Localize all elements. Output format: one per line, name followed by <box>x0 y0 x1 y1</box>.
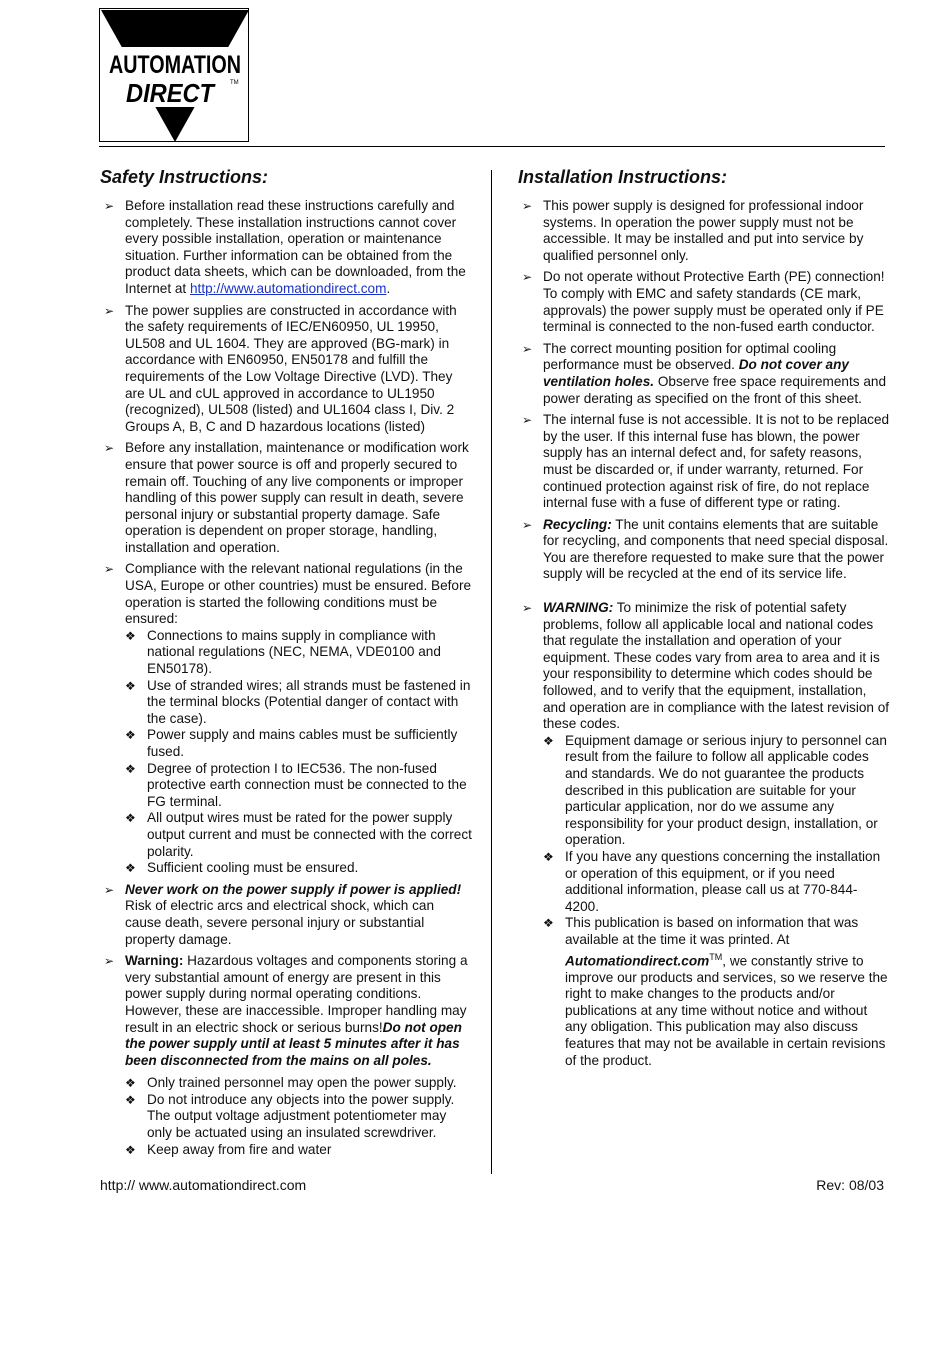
installation-item-4: ➢ The internal fuse is not accessible. It is not to be replaced by the user. If this internal fuse has blown, the power supply has an internal defect and, for safety reasons, must be discarded or, if under warranty, returned. For continued protection against risk of fire, do not replace internal fuse with a fuse of different type or rating. <box>522 412 890 511</box>
diamond-bullet-icon: ❖ <box>125 811 136 826</box>
list-item: ❖ Connections to mains supply in compliance with national regulations (NEC, NEMA, VDE0100 and EN50178). <box>125 627 441 677</box>
arrow-bullet-icon: ➢ <box>522 199 533 213</box>
automationdirect-logo <box>99 8 249 142</box>
list-item: ❖ Use of stranded wires; all strands must be fastened in the terminal blocks (Potential danger of contact with the case). <box>125 677 471 726</box>
arrow-bullet-icon: ➢ <box>522 270 533 285</box>
list-item: ❖ This publication is based on information that was available at the time it was printed. At Automationdirect.com™, we constantly strive to improve our products and services, so we reserve the right to make changes to the products and/or publications at any time without notice and without any obligation. This publication may also discuss features that may not be available in certain revisions of the product. <box>543 915 888 1068</box>
safety-item-3: ➢ Before any installation, maintenance or modification work ensure that power source is off and properly secured to remain off. Touching of any live components or improper handling of this power supply can result in death, severe personal injury or substantial property damage. Safe operation is dependent on proper storage, handling, installation and operation. <box>104 440 469 555</box>
installation-item-6: ➢ WARNING: To minimize the risk of potential safety problems, follow all applicable local and national codes that regulate the installation and operation of your equipment. These codes vary from area to area and it is your responsibility to determine which codes should be followed, and to verify that the equipment, installation, and operation are in compliance with the latest revision of these codes. ❖ Equipment damage or serious injury to personnel can result from the failure to follow all applicable codes and standards. We do not guarantee the products described in this publication are suitable for your particular application, nor do we assume any responsibility for your product design, installation, or operation. ❖ If you have any questions concerning the installation or operation of this equipment, or if you need additional information, please call us at 770-844-4200. ❖ This publication is based on information that was available at the time it was printed. At Automationdirect.com™, we constantly strive to improve our products and services, so we reserve the right to make changes to the products and/or publications at any time without notice and without any obligation. This publication may also discuss features that may not be available in certain revisions of the product. <box>522 600 890 1068</box>
diamond-bullet-icon: ❖ <box>125 628 136 643</box>
diamond-bullet-icon: ❖ <box>543 733 554 748</box>
list-item: ❖ Sufficient cooling must be ensured. <box>125 860 359 876</box>
header-rule <box>99 146 885 147</box>
list-item: ❖ All output wires must be rated for the power supply output current and must be connected with the correct polarity. <box>125 810 472 859</box>
website-link[interactable]: http://www.automationdirect.com <box>190 280 387 296</box>
logo-line2: DIRECT <box>126 78 216 108</box>
safety-item-2: ➢ The power supplies are constructed in accordance with the safety requirements of IEC/EN60950, UL 19950, UL508 and UL 1604. They are approved (BG-mark) in accordance with EN60950, EN50178 and fulfill the requirements of the Low Voltage Directive (LVD). They are UL and cUL approved in accordance to UL1950 (recognized), UL508 (listed) and UL1604 class I, Div. 2 Groups A, B, C and D hazardous locations (listed) <box>104 302 457 434</box>
diamond-bullet-icon: ❖ <box>125 728 136 743</box>
arrow-bullet-icon: ➢ <box>522 517 533 532</box>
footer-revision: Rev: 08/03 <box>816 1177 884 1193</box>
safety-item-1: ➢ Before installation read these instructions carefully and completely. These installation instructions cannot cover every possible installation, operation or maintenance situation. Further information can be obtained from the product data sheets, which can be downloaded, from the Internet at http://www.automationdirect.com. <box>104 198 466 296</box>
arrow-bullet-icon: ➢ <box>522 601 533 616</box>
arrow-bullet-icon: ➢ <box>522 413 533 428</box>
list-item: ❖ If you have any questions concerning the installation or operation of this equipment, or if you need additional information, please call us at 770-844-4200. <box>543 848 881 914</box>
list-item: ❖ Keep away from fire and water <box>125 1141 332 1157</box>
safety-item-6: ➢ Warning: Hazardous voltages and components storing a very substantial amount of energy are present in this power supply during normal operating conditions. However, these are inaccessible. Improper handling may result in an electric shock or serious burns!Do not open the power supply until at least 5 minutes after it has been disconnected from the mains on all poles. ❖ Only trained personnel may open the power supply. ❖ Do not introduce any objects into the power supply. The output voltage adjustment potentiometer may only be actuated using an insulated screwdriver. ❖ Keep away from fire and water <box>100 953 472 1158</box>
arrow-bullet-icon: ➢ <box>104 882 115 897</box>
list-item: ❖ Power supply and mains cables must be sufficiently fused. <box>125 727 458 759</box>
diamond-bullet-icon: ❖ <box>543 916 554 931</box>
diamond-bullet-icon: ❖ <box>125 678 136 693</box>
logo-line1: AUTOMATION <box>109 51 241 79</box>
arrow-bullet-icon: ➢ <box>104 954 115 969</box>
installation-item-3: ➢ The correct mounting position for optimal cooling performance must be observed. Do not cover any ventilation holes. Observe free space requirements and power derating as specified on the front of this sheet. <box>522 340 887 406</box>
diamond-bullet-icon: ❖ <box>125 1076 136 1091</box>
diamond-bullet-icon: ❖ <box>125 1142 136 1157</box>
diamond-bullet-icon: ❖ <box>125 861 136 876</box>
list-item: ❖ Equipment damage or serious injury to personnel can result from the failure to follow all applicable codes and standards. We do not guarantee the products described in this publication are suitable for your particular application, nor do we assume any responsibility for your product design, installation, or operation. <box>543 732 887 848</box>
logo-tm: TM <box>230 80 239 86</box>
arrow-bullet-icon: ➢ <box>104 562 115 577</box>
diamond-bullet-icon: ❖ <box>125 761 136 776</box>
installation-heading: Installation Instructions: <box>518 167 728 187</box>
list-item: ❖ Do not introduce any objects into the power supply. The output voltage adjustment potentiometer may only be actuated using an insulated screwdriver. <box>125 1091 455 1141</box>
installation-item-1: ➢ This power supply is designed for professional indoor systems. In operation the power supply must not be accessible. It may be installed and put into service by qualified personnel only. <box>522 198 864 263</box>
arrow-bullet-icon: ➢ <box>104 303 115 318</box>
safety-section <box>100 164 472 1163</box>
arrow-bullet-icon: ➢ <box>104 441 115 456</box>
arrow-bullet-icon: ➢ <box>104 199 115 213</box>
safety-item-4: ➢ Compliance with the relevant national regulations (in the USA, Europe or other countries) must be ensured. Before operation is started the following conditions must be ensured: ❖ Connections to mains supply in compliance with national regulations (NEC, NEMA, VDE0100 and EN50178). ❖ Use of stranded wires; all strands must be fastened in the terminal blocks (Potential danger of contact with the case). ❖ Power supply and mains cables must be sufficiently fused. ❖ Degree of protection I to IEC536. The non-fused protective earth connection must be connected to the FG terminal. ❖ All output wires must be rated for the power supply output current and must be connected with the correct polarity. ❖ Sufficient cooling must be ensured. <box>104 561 472 876</box>
diamond-bullet-icon: ❖ <box>543 849 554 864</box>
safety-item-5: ➢ Never work on the power supply if power is applied! Risk of electric arcs and electrical shock, which can cause death, severe personal injury or substantial property damage. <box>104 881 462 947</box>
safety-heading: Safety Instructions: <box>100 167 269 187</box>
diamond-bullet-icon: ❖ <box>125 1092 136 1107</box>
column-divider <box>491 170 492 1174</box>
list-item: ❖ Only trained personnel may open the power supply. <box>125 1075 457 1091</box>
list-item: ❖ Degree of protection I to IEC536. The non-fused protective earth connection must be connected to the FG terminal. <box>125 760 467 809</box>
arrow-bullet-icon: ➢ <box>522 341 533 356</box>
installation-item-5: ➢ Recycling: The unit contains elements that are suitable for recycling, and components that need special disposal. You are therefore requested to make sure that the power supply will be recycled at the end of its service life. <box>522 516 889 582</box>
footer-url: http:// www.automationdirect.com <box>100 1177 307 1193</box>
installation-section <box>518 164 890 1074</box>
logo-graphic <box>100 9 250 143</box>
installation-item-2: ➢ Do not operate without Protective Earth (PE) connection! To comply with EMC and safety standards (CE mark, approvals) the power supply must be operated only if PE terminal is connected to the non-fused earth conductor. <box>522 269 885 335</box>
